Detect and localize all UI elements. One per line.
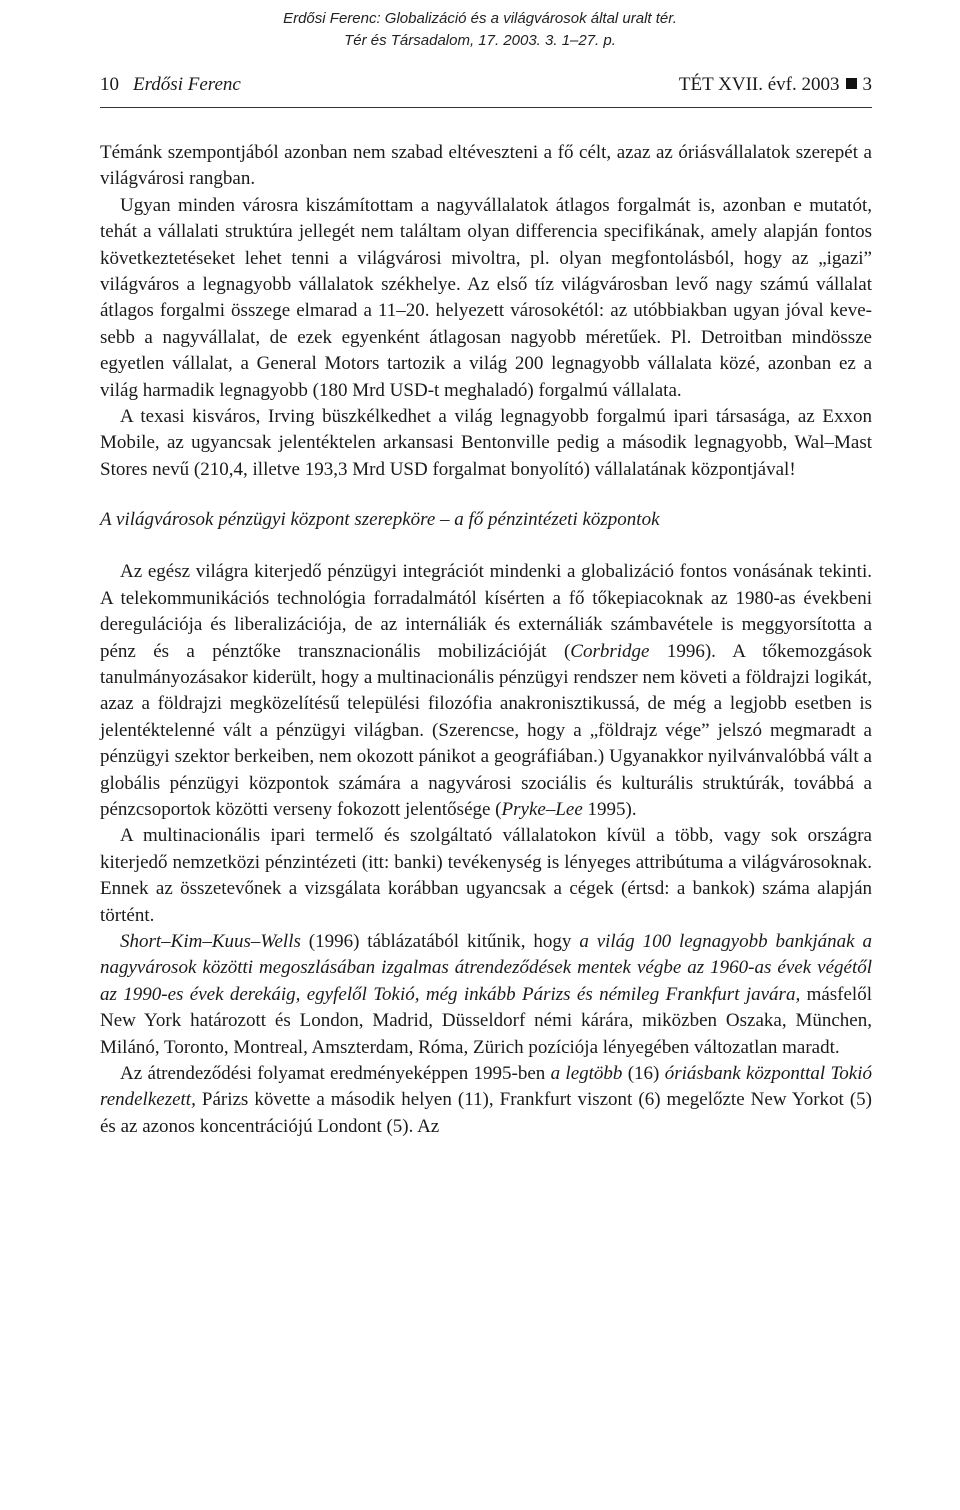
header-rule [100, 107, 872, 108]
citation-short-kim: Short–Kim–Kuus–Wells [120, 930, 301, 952]
citation-pryke-lee: Pryke–Lee [501, 798, 583, 820]
text-run: Az egész világra kiterjedő pénzügyi integrációt mindenki a globalizáció fontos vonásának tekinti. A telekommunikációs technológia forradalmától kísérten a fő tőkepiacoknak az 1980-as évekbeni deregulációja és liberalizációja, de az internáliák és externáliák számbavétele is meggyorsította a pénz és a pénztőke transznacionális mobilizációját ( [100, 561, 872, 662]
running-head-left [100, 74, 241, 96]
text-run: 1995). [582, 798, 637, 820]
paragraph-3: A texasi kisváros, Irving büszkélkedhet a világ legnagyobb forgalmú ipari társasága, az Exxon Mobile, az ugyancsak jelentéktelen arkansasi Bentonville pedig a második legnagyobb, Wal–Mast Stores nevű (210,4, illetve 193,3 Mrd USD forgalmat bonyolító) vállalatának központjával! [100, 406, 872, 480]
text-run: Párizs követte a második helyen (11), Frankfurt viszont (6) megelőzte New Yorkot (5) és az azonos koncentrációjú Londont (5). Az [100, 1089, 872, 1137]
author-name: Erdősi Ferenc [133, 74, 241, 95]
journal-label: TÉT XVII. évf. 2003 [678, 74, 840, 95]
issue-number: 3 [862, 74, 872, 95]
running-head-right [679, 74, 872, 96]
emphasis-text: a világ 100 legnagyobb bankjának a nagyvárosok közötti megoszlásában izgalmas átrendeződések mentek végbe az 1960-as évek végétől az 1990-es évek derekáig, egyfelől Tokió, még inkább Párizs és némileg Frankfurt javára, [100, 930, 872, 1005]
paragraph-4 [100, 559, 872, 823]
text-run: Az átrendeződési folyamat eredményeképpen 1995-ben [120, 1063, 551, 1084]
text-run: 1996). A tőkemozgások tanulmányozásakor kiderült, hogy a multinacionális pénzügyi rendszer nem követi a földrajzi logikát, azaz a földrajzi megközelítésű települési filozófia anakronisztikussá, de még a legjobb esetben is jelentéktelenné vált a pénzügyi világban. (Szerencse, hogy a „földrajz vége” jelszó megmaradt a pénzügyi szektor berkeiben, nem okozott pánikot a geográfiában.) Ugyanakkor nyilvánvalóbbá vált a globális pénzügyi központok számára a nagyvárosi szociális és kulturális struktúrák, továbbá a pénzcsoportok közötti verseny fokozott jelentősége ( [100, 640, 872, 820]
paragraph-6 [100, 929, 872, 1061]
citation-line-1: Erdősi Ferenc: Globalizáció és a világvárosok által uralt tér. [283, 10, 677, 27]
running-head [100, 74, 872, 104]
paragraph-7 [100, 1061, 872, 1140]
paragraph-2: Ugyan minden városra kiszámítottam a nagyvállalatok átlagos forgalmát is, azonban e mutatót, tehát a vállalati struktúra jellegét nem találtam olyan differencia specifikának, amely alapján fontos következtetéseket lehet tenni a világvárosi mivoltra, pl. olyan megfontolásból, hogy az „igazi” világváros a legnagyobb vállalatok székhelye. Az első tíz világvárosban levő nagy számú vállalat átlagos forgalmi összege elmarad a 11–20. helyezett városokétól: az utóbbiakban ugyan jóval kevesebb a nagyvállalat, de ezek egyenként átlagosan nagyobb méretűek. Pl. Detroitban mindössze egyetlen vállalat, a General Motors tartozik a világ 200 legnagyobb vállalata közé, azonban ez a világ harmadik legnagyobb (180 Mrd USD-t meghaladó) forgalmú vállalata. [100, 194, 872, 401]
section-heading: A világvárosok pénzügyi központ szerepköre – a fő pénzintézeti központok [100, 509, 660, 531]
body-text [100, 140, 872, 1140]
paragraph-1: Témánk szempontjából azonban nem szabad eltéveszteni a fő célt, azaz az óriásvállalatok szerepét a világvárosi rangban. [100, 142, 872, 190]
citation-corbridge: Corbridge [570, 640, 650, 662]
text-run: másfelől New York határozott és London, Madrid, Düsseldorf némi kárára, miközben Oszaka, München, Milánó, Toronto, Montreal, Amszterdam, Róma, Zürich pozíciója lényegében változatlan maradt. [100, 983, 872, 1058]
citation-line-2: Tér és Társadalom, 17. 2003. 3. 1–27. p. [344, 32, 616, 49]
text-run: (1996) táblázatából kitűnik, hogy [300, 930, 580, 952]
text-run: (16) [622, 1063, 665, 1084]
paragraph-5: A multinacionális ipari termelő és szolgáltató vállalatokon kívül a több, vagy sok országra kiterjedő nemzetközi pénzintézeti (itt: banki) tevékenység is lényeges attribútuma a világvárosoknak. Ennek az összetevőnek a vizsgálata korábban ugyancsak a cégek (értsd: a bankok) száma alapján történt. [100, 825, 872, 926]
emphasis-text: óriásbank központtal Tokió rendelkezett, [100, 1063, 872, 1111]
square-bullet-icon [846, 78, 857, 89]
page-number: 10 [100, 74, 119, 95]
emphasis-text: a legtöbb [550, 1063, 623, 1084]
